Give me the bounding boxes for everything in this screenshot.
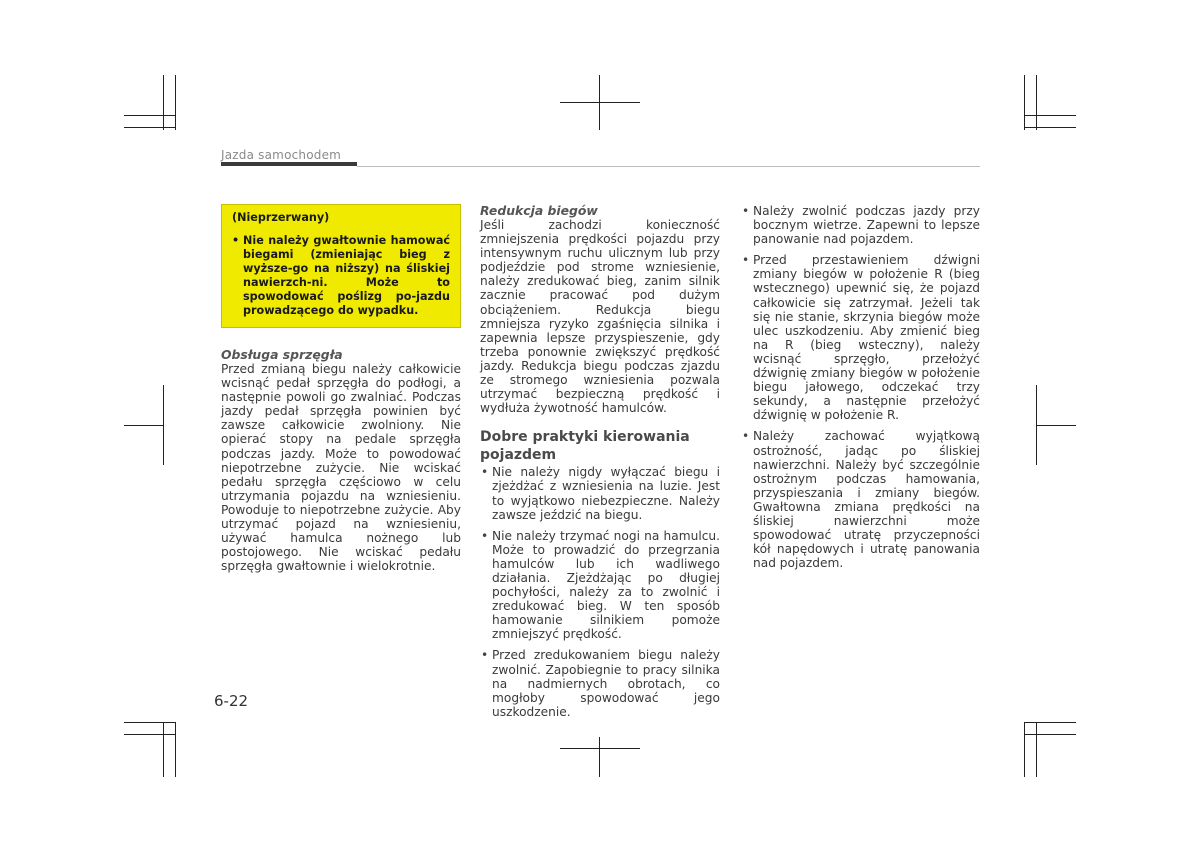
downshift-text: Jeśli zachodzi konieczność zmniejszenia prędkości pojazdu przy intensywnym ruchu ulicznym lub przy podjeździe pod strome wzniesienie, należy zredukować bieg, zanim silnik zacznie pracować pod dużym obciążeniem. Redukcja biegu zmniejsza ryzyko zgaśnięcia silnika i zapewnia lepsze przyspieszenie, gdy trzeba ponownie zwiększyć prędkość jazdy. Redukcja biegu podczas zjazdu ze stromego wzniesienia pozwala utrzymać bezpieczną prędkość i wydłuża żywotność hamulców. — [480, 218, 720, 416]
list-item-text: Należy zachować wyjątkową ostrożność, jadąc po śliskiej nawierzchni. Należy być szczególnie ostrożnym podczas hamowania, przyspieszania i zmiany biegów. Gwałtowna zmiana prędkości na śliskiej nawierzchni może spowodować utratę przyczepności kół napędowych i utratę panowania nad pojazdem. — [753, 429, 980, 571]
clutch-text: Przed zmianą biegu należy całkowicie wcisnąć pedał sprzęgła do podłogi, a następnie powoli go zwalniać. Podczas jazdy pedał sprzęgła powinien być zawsze całkowicie zwolniony. Nie opierać stopy na pedale sprzęgła podczas jazdy. Może to powodować niepotrzebne zużycie. Nie wciskać pedału sprzęgła częściowo w celu utrzymania pojazdu na wzniesieniu. Powoduje to niepotrzebne zużycie. Aby utrzymać pojazd na wzniesieniu, używać hamulca nożnego lub postojowego. Nie wciskać pedału sprzęgła gwałtownie i wielokrotnie. — [221, 362, 461, 574]
crop-mark — [1024, 722, 1025, 777]
crop-mark — [124, 734, 176, 735]
clutch-heading: Obsługa sprzęgła — [221, 347, 343, 362]
crop-mark — [175, 75, 176, 130]
crop-mark — [175, 722, 176, 777]
registration-mark — [124, 425, 164, 426]
page-number: 6-22 — [214, 692, 249, 710]
column-middle — [480, 204, 720, 726]
downshift-heading: Redukcja biegów — [480, 203, 598, 218]
header-rule-dark — [221, 162, 357, 166]
good-practices-heading: Dobre praktyki kierowania pojazdem — [480, 429, 690, 464]
column-right — [741, 204, 980, 577]
warning-title: (Nieprzerwany) — [232, 211, 330, 224]
list-item-text: Należy zwolnić podczas jazdy przy bocznym wietrze. Zapewni to lepsze panowanie nad pojazdem. — [753, 204, 980, 247]
registration-mark — [560, 748, 640, 749]
registration-mark — [560, 102, 640, 103]
crop-mark — [163, 722, 164, 777]
list-item — [741, 204, 980, 246]
registration-mark — [599, 737, 600, 777]
warning-item — [232, 234, 450, 318]
bullet: • — [481, 648, 489, 663]
section-header-title: Jazda samochodem — [221, 148, 342, 162]
bullet: • — [481, 528, 489, 543]
crop-mark — [1024, 127, 1076, 128]
column-left — [221, 204, 461, 573]
list-item-text: Nie należy nigdy wyłączać biegu i zjeżdżać z wzniesienia na luzie. Jest to wyjątkowo niebezpieczne. Należy zawsze jeździć na biegu. — [492, 465, 720, 522]
crop-mark — [124, 722, 176, 723]
warning-text: Nie należy gwałtownie hamować biegami (zmieniając bieg z wyższe-go na niższy) na śliskiej nawierzch-ni. Może to spowodować poślizg po-jazdu prowadzącego do wypadku. — [243, 234, 450, 317]
bullet: • — [232, 234, 240, 247]
list-item — [741, 429, 980, 570]
list-item — [480, 529, 720, 642]
list-item — [480, 465, 720, 521]
list-item — [480, 648, 720, 718]
crop-mark — [163, 75, 164, 130]
bullet: • — [742, 204, 750, 218]
warning-box — [221, 204, 461, 328]
list-item-text: Przed przestawieniem dźwigni zmiany biegów w położenie R (bieg wstecznego) upewnić się, że pojazd całkowicie się zatrzymał. Jeżeli tak się nie stanie, skrzynia biegów może ulec uszkodzeniu. Aby zmienić bieg na R (bieg wsteczny), należy wcisnąć sprzęgło, przełożyć dźwignię zmiany biegów w położenie biegu jałowego, odczekać trzy sekundy, a następnie przełożyć dźwignię w położenie R. — [753, 253, 980, 423]
crop-mark — [1024, 722, 1076, 723]
bullet: • — [742, 253, 750, 268]
bullet: • — [481, 465, 489, 480]
crop-mark — [1036, 75, 1037, 130]
list-item-text: Przed zredukowaniem biegu należy zwolnić. Zapobiegnie to pracy silnika na nadmiernych obrotach, co mogłoby spowodować jego uszkodzenie. — [492, 648, 720, 719]
crop-mark — [124, 127, 176, 128]
crop-mark — [1024, 115, 1076, 116]
list-item-text: Nie należy trzymać nogi na hamulcu. Może to prowadzić do przegrzania hamulców lub ich wadliwego działania. Zjeżdżając po długiej pochyłości, należy za to zwolnić i zredukować bieg. W ten sposób hamowanie silnikiem pomoże zmniejszyć prędkość. — [492, 528, 720, 642]
crop-mark — [1036, 722, 1037, 777]
registration-mark — [1036, 425, 1076, 426]
header-rule — [357, 166, 980, 167]
list-item — [741, 253, 980, 422]
crop-mark — [1024, 734, 1076, 735]
crop-mark — [1024, 75, 1025, 130]
bullet: • — [742, 429, 750, 444]
crop-mark — [124, 115, 176, 116]
